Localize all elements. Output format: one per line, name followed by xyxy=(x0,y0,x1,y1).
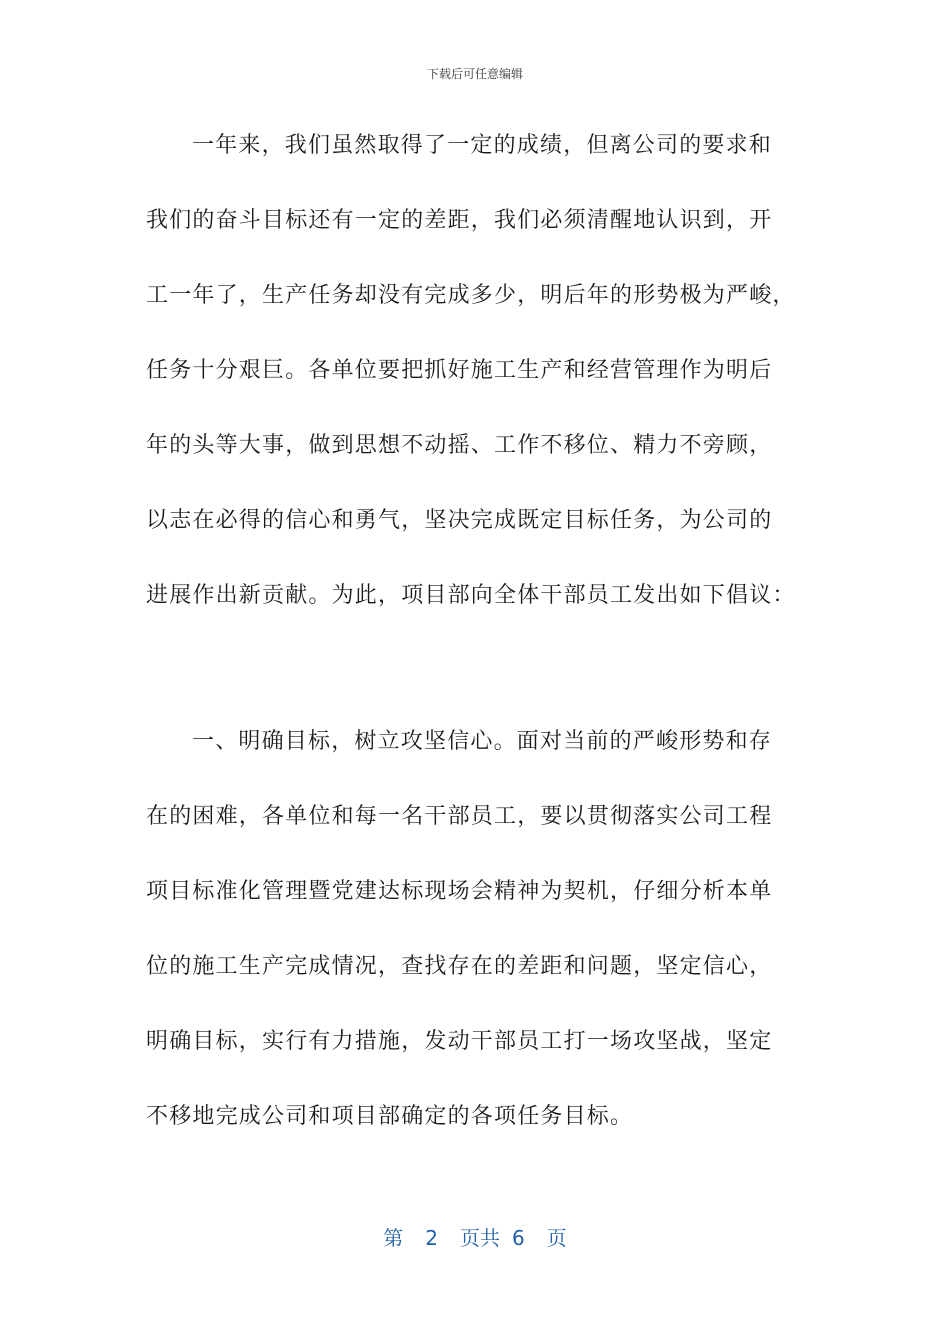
footer-prefix: 第 xyxy=(383,1226,404,1250)
paragraph-line: 一、明确目标，树立攻坚信心。面对当前的严峻形势和存 xyxy=(192,729,773,754)
paragraph-2 xyxy=(146,730,806,1180)
paragraph-line: 进展作出新贡献。为此，项目部向全体干部员工发出如下倡议： xyxy=(146,583,796,608)
paragraph-line: 在的困难，各单位和每一名干部员工，要以贯彻落实公司工程 xyxy=(146,804,773,829)
paragraph-line: 以志在必得的信心和勇气，坚决完成既定目标任务，为公司的 xyxy=(146,508,773,533)
footer-suffix: 页 xyxy=(546,1226,567,1250)
paragraph-line: 我们的奋斗目标还有一定的差距，我们必须清醒地认识到，开 xyxy=(146,208,773,233)
paragraph-line: 位的施工生产完成情况，查找存在的差距和问题，坚定信心， xyxy=(146,954,773,979)
paragraph-line: 明确目标，实行有力措施，发动干部员工打一场攻坚战，坚定 xyxy=(146,1029,773,1054)
paragraph-line: 项目标准化管理暨党建达标现场会精神为契机，仔细分析本单 xyxy=(146,879,773,904)
page-footer xyxy=(0,1226,950,1250)
paragraph-1 xyxy=(146,134,806,659)
paragraph-line: 工一年了，生产任务却没有完成多少，明后年的形势极为严峻， xyxy=(146,283,796,308)
page-header xyxy=(0,66,950,82)
header-text: 下载后可任意编辑 xyxy=(426,67,523,81)
total-pages-number: 6 xyxy=(512,1226,525,1250)
paragraph-line: 一年来，我们虽然取得了一定的成绩，但离公司的要求和 xyxy=(192,133,773,158)
paragraph-line: 不移地完成公司和项目部确定的各项任务目标。 xyxy=(146,1104,634,1129)
current-page-number: 2 xyxy=(425,1226,438,1250)
footer-middle: 页共 xyxy=(460,1226,500,1250)
paragraph-line: 任务十分艰巨。各单位要把抓好施工生产和经营管理作为明后 xyxy=(146,358,773,383)
paragraph-line: 年的头等大事，做到思想不动摇、工作不移位、精力不旁顾， xyxy=(146,433,773,458)
